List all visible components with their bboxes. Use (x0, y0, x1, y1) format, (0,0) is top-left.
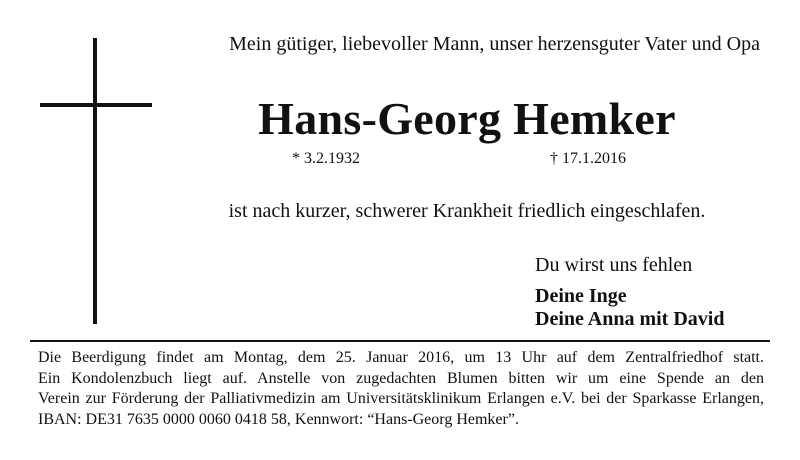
birth-date: * 3.2.1932 (292, 150, 360, 167)
signature-anna-david: Deine Anna mit David (535, 308, 725, 330)
divider-line (30, 340, 770, 342)
funeral-notice (38, 348, 764, 430)
signature-inge: Deine Inge (535, 285, 627, 307)
death-cross-icon: † (550, 150, 558, 167)
death-date: 17.1.2016 (562, 150, 626, 167)
deceased-name: Hans-Georg Hemker (258, 93, 676, 144)
cross-vertical-bar (93, 38, 97, 324)
notice-line: Ein Kondolenzbuch liegt auf. Anstelle von zugedachten Blumen bitten wir um eine Spende an den (38, 369, 764, 387)
closing-line: Du wirst uns fehlen (535, 254, 693, 276)
message-line: ist nach kurzer, schwerer Krankheit friedlich eingeschlafen. (228, 200, 706, 222)
notice-line: Verein zur Förderung der Palliativmedizin am Universitätsklinikum Erlangen e.V. bei der Sparkasse Erlangen, (38, 390, 764, 407)
death-date-group (550, 148, 626, 170)
cross-horizontal-bar (40, 103, 152, 107)
intro-line: Mein gütiger, liebevoller Mann, unser herzensguter Vater und Opa (229, 33, 760, 55)
notice-line: IBAN: DE31 7635 0000 0060 0418 58, Kennwort: “Hans-Georg Hemker”. (38, 410, 519, 428)
notice-line: Die Beerdigung findet am Montag, dem 25. Januar 2016, um 13 Uhr auf dem Zentralfriedhof statt. (38, 349, 764, 366)
